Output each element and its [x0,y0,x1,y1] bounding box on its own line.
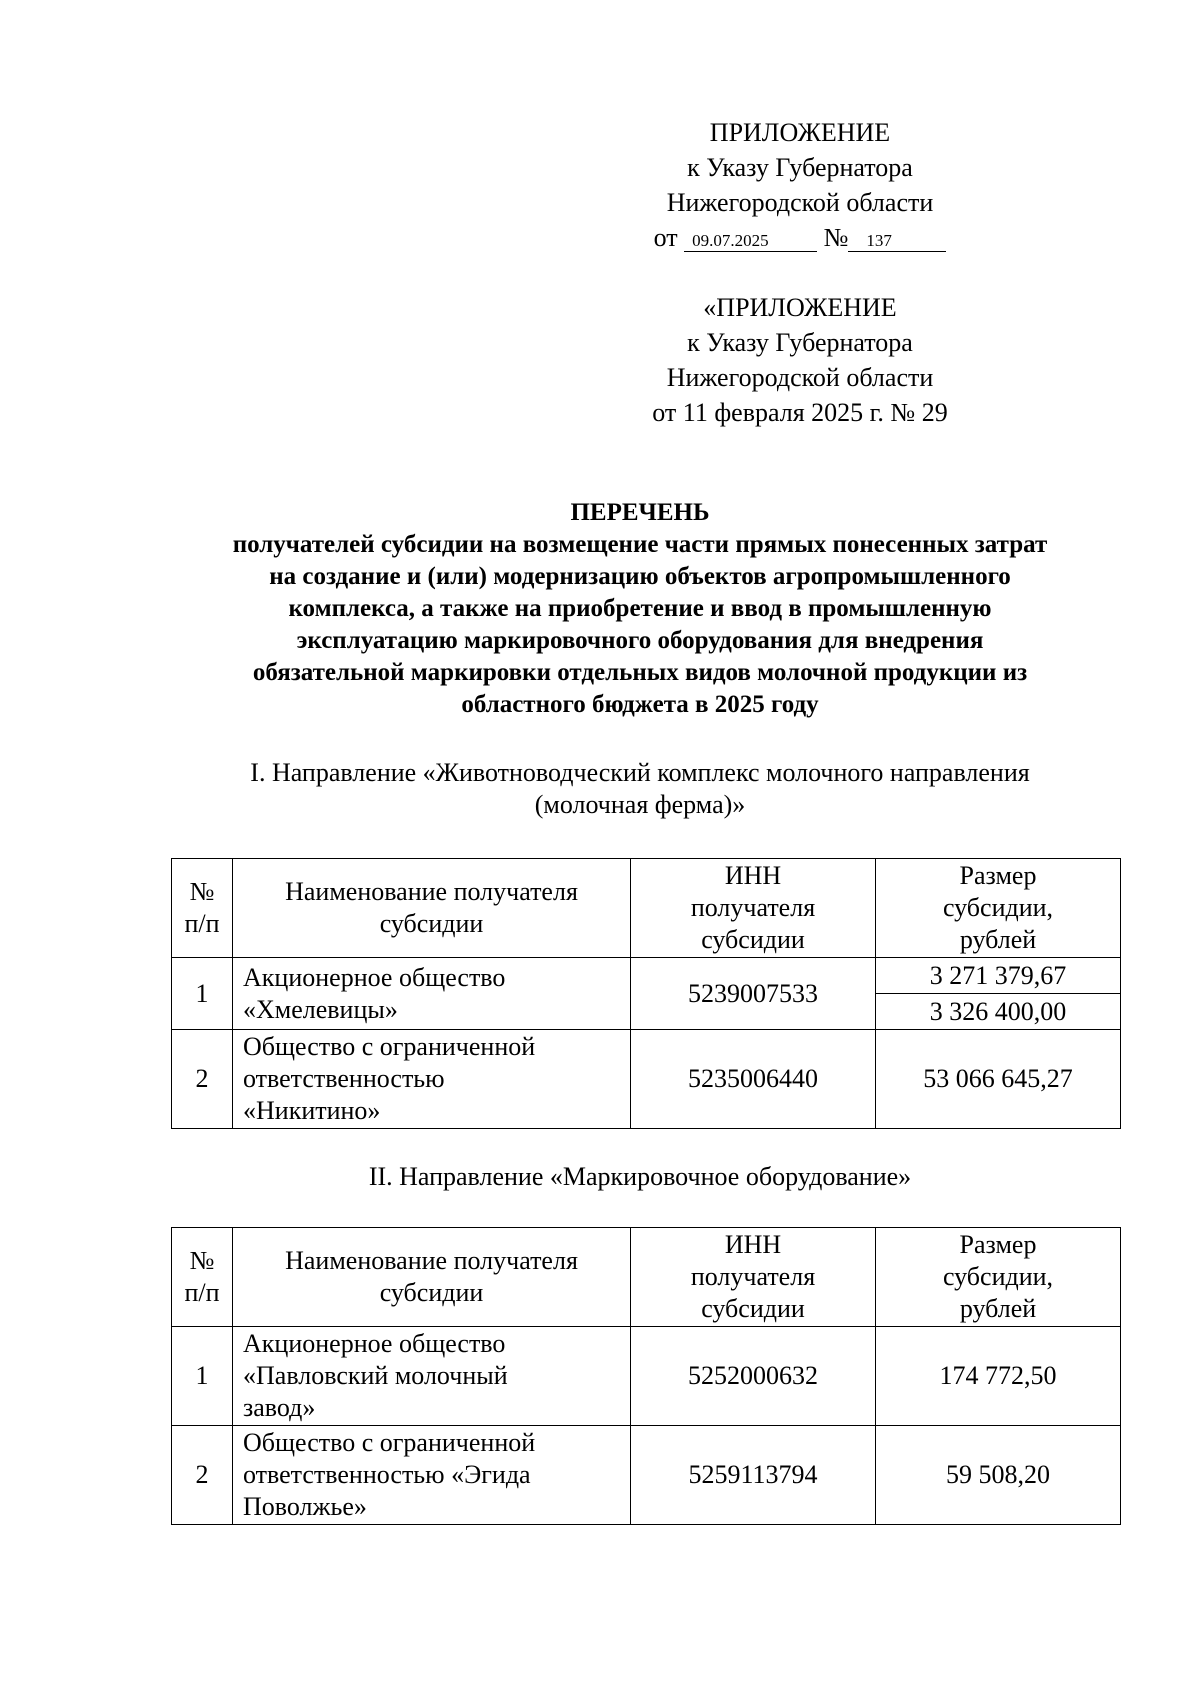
table-row [172,1426,1121,1525]
original-appendix-header [600,290,1000,430]
table-header-row [172,859,1121,958]
header-amount: Размер субсидии, рублей [876,1228,1121,1327]
appendix-header [600,115,1000,255]
section-1-table [171,858,1121,1129]
title-line: комплекса, а также на приобретение и ввод в промышленную [288,595,992,622]
header-name: Наименование получателя субсидии [233,1228,631,1327]
document-title [160,497,1120,721]
row-num: 2 [172,1030,233,1129]
section-2-title-line: II. Направление «Маркировочное оборудование» [368,1162,912,1191]
subsidy-amount: 59 508,20 [876,1426,1121,1525]
recipient-inn: 5252000632 [631,1327,876,1426]
original-date-number: от 11 февраля 2025 г. № 29 [652,398,948,427]
section-1-title-line: (молочная ферма)» [534,790,746,819]
recipient-inn: 5259113794 [631,1426,876,1525]
title-heading: ПЕРЕЧЕНЬ [570,499,710,526]
original-appendix-label: «ПРИЛОЖЕНИЕ [703,293,897,322]
section-1-title-line: I. Направление «Животноводческий комплекс молочного направления [250,758,1030,787]
recipient-name: Общество с ограниченной ответственностью «Никитино» [233,1030,631,1129]
title-line: эксплуатацию маркировочного оборудования для внедрения [296,627,984,654]
title-line: получателей субсидии на возмещение части прямых понесенных затрат [232,531,1048,558]
row-num: 1 [172,1327,233,1426]
table-row [172,1327,1121,1426]
original-decree-ref: к Указу Губернатора [687,328,913,357]
subsidy-amount: 3 271 379,67 [876,958,1121,994]
header-inn: ИНН получателя субсидии [631,1228,876,1327]
table-row [172,958,1121,994]
section-1-title [160,757,1120,821]
number-sign: № [823,223,849,252]
appendix-region: Нижегородской области [666,188,934,217]
row-num: 1 [172,958,233,1030]
header-num: № п/п [172,859,233,958]
appendix-label: ПРИЛОЖЕНИЕ [709,118,891,147]
decree-number-field: 137 [848,231,946,252]
date-prefix: от [653,223,678,252]
subsidy-amount: 3 326 400,00 [876,994,1121,1030]
recipient-name: Акционерное общество «Павловский молочный завод» [233,1327,631,1426]
row-num: 2 [172,1426,233,1525]
recipient-name: Общество с ограниченной ответственностью «Эгида Поволжье» [233,1426,631,1525]
original-region: Нижегородской области [666,363,934,392]
subsidy-amount: 53 066 645,27 [876,1030,1121,1129]
decree-date-field: 09.07.2025 [684,231,817,252]
header-inn: ИНН получателя субсидии [631,859,876,958]
subsidy-amount: 174 772,50 [876,1327,1121,1426]
recipient-name: Акционерное общество «Хмелевицы» [233,958,631,1030]
title-line: на создание и (или) модернизацию объектов агропромышленного [269,563,1011,590]
recipient-inn: 5235006440 [631,1030,876,1129]
appendix-decree-ref: к Указу Губернатора [687,153,913,182]
table-header-row [172,1228,1121,1327]
title-line: областного бюджета в 2025 году [461,691,819,718]
section-2-table [171,1227,1121,1525]
header-name: Наименование получателя субсидии [233,859,631,958]
section-2-title [160,1161,1120,1193]
recipient-inn: 5239007533 [631,958,876,1030]
header-amount: Размер субсидии, рублей [876,859,1121,958]
appendix-date-line [600,220,1000,255]
title-line: обязательной маркировки отдельных видов молочной продукции из [252,659,1028,686]
header-num: № п/п [172,1228,233,1327]
table-row [172,1030,1121,1129]
